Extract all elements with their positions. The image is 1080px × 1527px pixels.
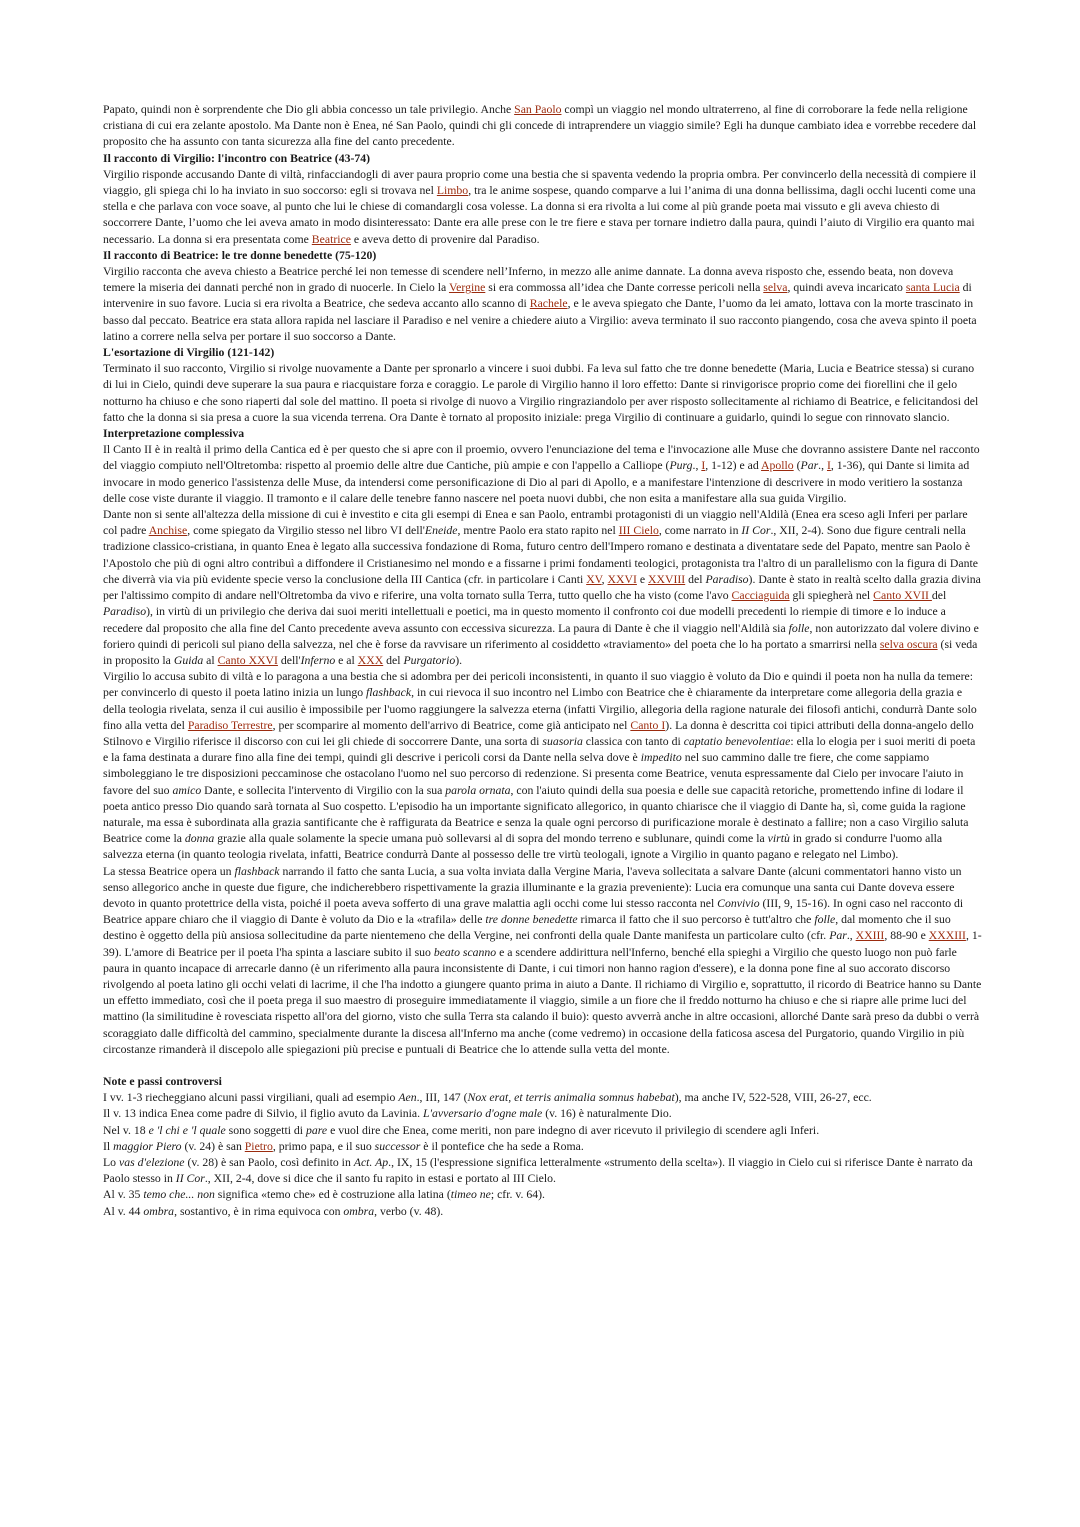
document-page — [103, 102, 983, 1220]
text-run: , 88-90 e — [884, 929, 929, 943]
text-run: I vv. 1-3 riecheggiano alcuni passi virgiliani, quali ad esempio — [103, 1091, 399, 1105]
paragraph — [103, 864, 983, 1058]
cross-reference-link[interactable]: selva — [763, 281, 788, 295]
text-run: e aveva detto di provenire dal Paradiso. — [350, 232, 540, 246]
paragraph — [103, 102, 983, 151]
text-run: (v. 24) è san — [181, 1139, 245, 1153]
text-run: Virgilio racconta che aveva chiesto a Beatrice perché lei non temesse di scendere nell’Inferno, in mezzo alle anime dannate. La donna aveva risposto che, essendo beata, non doveva temere la miseria dei dannati perché non in grado di nuocerle. In Cielo la — [103, 265, 954, 295]
paragraph — [103, 507, 983, 669]
text-run: , e le aveva spiegato che Dante, l’uomo da lei amato, lottava con la morte trascinato in basso dal peccato. Beatrice era stata allora rapida nel lasciare il Paradiso e nel venire a chiedere aiuto a Virgilio: aveva terminato il suo racconto piangendo, cosa che aveva spinto il poeta latino a correre nella selva per portare il suo soccorso a Dante. — [103, 297, 977, 343]
text-run: , 1-39). L'amore di Beatrice per il poeta l'ha spinta a lasciare subito il suo — [103, 929, 982, 959]
text-run: Il v. 13 indica Enea come padre di Silvio, il figlio avuto da Lavinia. — [103, 1107, 423, 1121]
text-run: ; cfr. v. 64). — [490, 1188, 545, 1202]
text-run: classica con tanto di — [582, 734, 684, 748]
italic-text: donna — [184, 832, 215, 846]
text-run: , in cui rievoca il suo incontro nel Limbo con Beatrice che è chiaramente da interpretare come allegoria della grazia e della teologia rivelata, senza il cui ausilio è impossibile per l'uomo raggiungere la salvezza eterna (infatti Virgilio, allegoria della ragione naturale dei filosofi antichi, condurrà Dante solo fino alla vetta del — [103, 686, 977, 732]
text-run: , come narrato in — [658, 524, 742, 538]
italic-text: e 'l chi e 'l quale — [148, 1123, 226, 1137]
cross-reference-link[interactable]: San Paolo — [514, 103, 562, 116]
italic-text: Purgatorio — [403, 653, 456, 667]
italic-text: virtù — [767, 832, 790, 846]
text-run: ., — [692, 459, 702, 473]
paragraph — [103, 264, 983, 345]
text-run: ., — [846, 929, 856, 943]
text-run: La stessa Beatrice opera un — [103, 864, 235, 878]
text-run: gli spiegherà nel — [789, 589, 874, 603]
text-run: , dal momento che il suo destino è oggetto della più ansiosa sollecitudine da parte nientemeno che della Vergine, nei confronti della quale Dante manifesta un particolare culto (cfr. — [103, 913, 951, 943]
italic-text: Inferno — [300, 653, 336, 667]
italic-text: flashback — [366, 686, 412, 700]
paragraph — [103, 167, 983, 248]
text-run: , non autorizzato dal volere divino e foriero quindi di pericoli sul piano della salvezza, nel che è forse da ravvisare un riferimento al cosiddetto «traviamento» del poeta che lo ha portato a smarrirsi nella — [103, 621, 979, 651]
text-run: Nel v. 18 — [103, 1123, 149, 1137]
text-run: Papato, quindi non è sorprendente che Dio gli abbia concesso un tale privilegio. Anche — [103, 103, 515, 116]
text-run: ., XII, 2-4). Sono due figure centrali nella tradizione classico-cristiana, in quanto Enea è legato alla successiva fondazione di Roma, futuro centro dell'Impero romano e destinata a diventatare sede del Papato, mentre san Paolo è l'Apostolo che più di ogni altro contribuì a diffondere il Cristianesimo nel mondo e a fissarne i primi fondamenti teologici, protagonista tra l'altro di un parallelismo con la figura di Dante che diverrà via via più evidente specie verso la conclusione della III Cantica (cfr. in particolare i Canti — [103, 524, 978, 586]
cross-reference-link[interactable]: Canto I — [630, 718, 666, 732]
section-heading: Note e passi controversi — [103, 1074, 222, 1088]
paragraph — [103, 669, 983, 863]
paragraph — [103, 1139, 983, 1155]
text-run: e — [636, 572, 648, 586]
cross-reference-link[interactable]: XXX — [357, 653, 384, 667]
italic-text: Aen — [398, 1091, 417, 1105]
text-run: , primo papa, e il suo — [272, 1139, 375, 1153]
italic-text: folle — [814, 913, 836, 927]
text-run: in grado si condurre l'uomo alla salvezza eterna (in quanto teologia rivelata, infatti, Beatrice condurrà Dante al possesso delle tre virtù teologali, ignote a Virgilio in quanto pagano e relegato nel Limbo). — [103, 832, 943, 862]
text-run: ), ma anche IV, 522-528, VIII, 26-27, ecc. — [674, 1091, 872, 1105]
text-run: ), in virtù di un privilegio che deriva dai suoi meriti intellettuali e poetici, ma in questo momento il confronto coi due modelli precedenti lo riempie di timore e lo induce a recedere dal proposito che alla fine del Canto precedente aveva assunto con eccessiva sicurezza. La paura di Dante è che il viaggio nell'Aldilà sia — [103, 605, 946, 635]
italic-text: pare — [306, 1123, 328, 1137]
text-run: , verbo (v. 48). — [374, 1204, 444, 1218]
text-run: del — [383, 653, 404, 667]
section-heading: Il racconto di Virgilio: l'incontro con Beatrice (43-74) — [103, 151, 371, 165]
text-run: e vuol dire che Enea, come meriti, non pare indegno di aver ricevuto il privilegio di scendere agli Inferi. — [327, 1123, 820, 1137]
italic-text: ombra — [343, 1204, 375, 1218]
text-run: è il pontefice che ha sede a Roma. — [420, 1139, 584, 1153]
cross-reference-link[interactable]: selva oscura — [879, 637, 938, 651]
text-run: , per scomparire al momento dell'arrivo di Beatrice, come già anticipato nel — [272, 718, 631, 732]
cross-reference-link[interactable]: XV — [586, 572, 602, 586]
text-run: Lo — [103, 1156, 119, 1169]
paragraph — [103, 1187, 983, 1203]
section-heading: Il racconto di Beatrice: le tre donne benedette (75-120) — [103, 248, 377, 262]
cross-reference-link[interactable]: Canto XVII — [873, 589, 932, 603]
cross-reference-link[interactable]: Rachele — [529, 297, 568, 311]
cross-reference-link[interactable]: XXVIII — [648, 572, 686, 586]
cross-reference-link[interactable]: Limbo — [436, 184, 469, 198]
text-run: , — [601, 572, 608, 586]
text-run: Virgilio lo accusa subito di viltà e lo paragona a una bestia che si adombra per dei pericoli inconsistenti, in quanto il suo viaggio è voluto da Dio e quindi il poeta non ha nulla da temere: per convincerlo di questo il poeta latino inizia un lungo — [103, 670, 973, 700]
text-run: narrando il fatto che santa Lucia, a sua volta inviata dalla Vergine Maria, l'aveva sollecitata a salvare Dante (alcuni commentatori hanno visto un senso allegorico anche in queste due figure, che indicherebbero rispettivamente la grazia illuminante e la grazia preveniente): Lucia era comunque una santa cui Dante doveva essere devoto in quanto protettrice della vista, poiché il poeta aveva sofferto di una grave malattia agli occhi come lui stesso racconta nel — [103, 864, 962, 910]
text-run: Il Canto II è in realtà il primo della Cantica ed è per questo che si apre con il proemio, ovvero l'enunciazione del tema e l'invocazione alle Muse che dovranno assistere Dante nel racconto del viaggio compiuto nell'Oltretomba: rispetto al proemio delle altre due Cantiche, più ampie e con l'appello a Calliope ( — [103, 443, 980, 473]
italic-text: Nox erat, et terris animalia somnus habebat — [467, 1091, 675, 1105]
cross-reference-link[interactable]: I — [701, 459, 706, 473]
italic-text: Par — [829, 929, 847, 943]
text-run: ., XII, 2-4, dove si dice che il santo fu rapito in estasi e portato al III Cielo. — [204, 1172, 556, 1186]
text-run: , 1-12) e ad — [705, 459, 762, 473]
text-run: : ella lo elogia per i suoi meriti di poeta e la fama destinata a durare fino alla fine dei tempi, quindi gli descrive i pericoli corsi da Dante nella selva dove è — [103, 734, 976, 765]
italic-text: amico — [172, 783, 202, 797]
cross-reference-link[interactable]: Canto XXVI — [217, 653, 278, 667]
italic-text: folle — [788, 621, 810, 635]
italic-text: Convivio — [717, 896, 760, 910]
cross-reference-link[interactable]: Paradiso Terrestre — [187, 718, 273, 732]
cross-reference-link[interactable]: santa Lucia — [905, 281, 960, 295]
text-run: e al — [335, 653, 358, 667]
text-run: , con l'aiuto quindi della sua poesia e delle sue capacità retoriche, promettendo infine di lodare il poeta antico presso Dio quando sarà tornata al Suo cospetto. L'episodio ha un importante significato allegorico, in quanto chiarisce che il viaggio di Dante ha, sì, come guida la ragione naturale, ma essa è subordinata alla grazia santificante che è raffigurata da Beatrice e senza la quale ogni percorso di purificazione morale è destinato a fallire; non a caso Virgilio saluta Beatrice come la — [103, 783, 969, 846]
text-run: rimarca il fatto che il suo percorso è tutt'altro che — [577, 913, 815, 927]
text-run: ( — [793, 459, 801, 473]
italic-text: timeo ne — [450, 1188, 491, 1202]
cross-reference-link[interactable]: XXIII — [855, 929, 885, 943]
text-run: si era commossa all’idea che Dante corresse pericoli nella — [485, 281, 764, 295]
text-run: (si veda in proposito la — [103, 637, 978, 667]
italic-text: captatio benevolentiae — [683, 734, 791, 748]
text-run: Dante non si sente all'altezza della missione di cui è investito e cita gli esempi di Enea e san Paolo, entrambi protagonisti di un viaggio nell'Aldilà (Enea era sceso agli Inferi per parlare col padre — [103, 508, 968, 538]
text-run: , tra le anime sospese, quando comparve a lui l’anima di una donna bellissima, dagli occhi lucenti come una stella e che parlava con voce soave, al punto che lui le chiese di comandargli cosa volesse. La donna si era rivolta a lui come al più grande poeta mai vissuto e gli aveva chiesto di soccorrere Dante, l’uomo che lei aveva amato in modo disinteressato: Dante era alle prese con le tre fiere e stava per tornare indietro dalla paura, quindi l’aiuto di Virgilio era quanto mai necessario. La donna si era presentata come — [103, 184, 976, 246]
cross-reference-link[interactable]: Apollo — [761, 459, 794, 473]
text-run: (v. 28) è san Paolo, così definito in — [184, 1156, 354, 1169]
text-run: ). La donna è descritta coi tipici attributi della donna-angelo dello Stilnovo e Virgilio riferisce il discorso con cui lei gli chiede di soccorrere Dante, una sorta di — [103, 718, 974, 748]
paragraph — [103, 1155, 983, 1187]
paragraph — [103, 1204, 983, 1220]
text-run: del — [685, 572, 706, 586]
italic-text: beato scanno — [433, 945, 497, 959]
italic-text: temo che... non — [143, 1188, 215, 1202]
text-run: Il — [103, 1139, 114, 1153]
cross-reference-link[interactable]: Beatrice — [311, 232, 351, 246]
text-run: nel suo cammino dalle tre fiere, che come sappiamo simboleggiano le tre disposizioni peccaminose che ostacolano l'uomo nel suo percorso di redenzione. Si presenta come Beatrice, venuta espressamente dal Cielo per invocare l'aiuto in favore del suo — [103, 751, 964, 797]
paragraph — [103, 1106, 983, 1122]
paragraph — [103, 1123, 983, 1139]
text-run: Dante, e sollecita l'intervento di Virgilio con la sua — [201, 783, 446, 797]
cross-reference-link[interactable]: III Cielo — [618, 524, 659, 538]
italic-text: Purg — [669, 459, 693, 473]
text-run: ., III, 147 ( — [416, 1091, 468, 1105]
italic-text: Guida — [173, 653, 204, 667]
italic-text: vas d'elezione — [119, 1156, 185, 1169]
italic-text: II Cor — [175, 1172, 205, 1186]
cross-reference-link[interactable]: Pietro — [244, 1139, 273, 1153]
text-run: , mentre Paolo era stato rapito nel — [457, 524, 619, 538]
italic-text: impedito — [640, 751, 682, 765]
cross-reference-link[interactable]: XXXIII — [928, 929, 966, 943]
italic-text: maggior Piero — [113, 1139, 182, 1153]
text-run: , sostantivo, è in rima equivoca con — [174, 1204, 344, 1218]
text-run: ., IX, 15 (l'espressione significa letteralmente «strumento della scelta»). Il viaggio in Cielo cui si riferisce Dante è narrato da Paolo stesso in — [103, 1156, 973, 1186]
section-heading: L'esortazione di Virgilio (121-142) — [103, 346, 275, 360]
italic-text: L'avversario d'ogne male — [423, 1107, 543, 1121]
italic-text: suasoria — [542, 734, 583, 748]
text-run: Terminato il suo racconto, Virgilio si rivolge nuovamente a Dante per spronarlo a vincere i suoi dubbi. Fa leva sul fatto che tre donne benedette (Maria, Lucia e Beatrice stessa) si curano di lui in Cielo, quindi deve superare la sua paura e riacquistare forza e coraggio. Le parole di Virgilio hanno il loro effetto: Dante si rinvigorisce proprio come dei fiorellini che il gelo notturno ha chiuso e che sono riaperti dal sole del mattino. Il poeta si rivolge di nuovo a Virgilio ringraziandolo per aver risposto sollecitamente al richiamo di Beatrice, e felicitandosi del fatto che la donna si sia presa a cuore la sua vicenda terrena. Ora Dante è tornato al proposito iniziale: prega Virgilio di continuare a guidarlo, quindi lo segue con rinnovato slancio. — [103, 362, 979, 424]
cross-reference-link[interactable]: XXVI — [607, 572, 637, 586]
text-run: Al v. 44 — [103, 1204, 144, 1218]
section-heading: Interpretazione complessiva — [103, 427, 245, 441]
italic-text: Par — [800, 459, 819, 473]
text-run: e a scendere addirittura nell'Inferno, benché ella spieghi a Virgilio che questo luogo non può farle paura in quanto incapace di arrecarle danno (è un riferimento alla paura inconsistente di Dante, i cui timori non hanno ragion d'essere), e la donna pone fine al suo accorato discorso rivolgendo al poeta latino gli occhi velati di lacrime, il che l'ha indotto a giungere quanto prima in aiuto a Dante. Il richiamo di Virgilio e, soprattutto, il ricordo di Beatrice hanno su Dante un effetto immediato, così che il poeta prega il suo maestro di proseguire immediatamente il viaggio, simile a un fiore che il freddo notturno ha chiuso e che si riapre alle prime luci del mattino (la similitudine è rovesciata rispetto all'ora del giorno, visto che sulla Terra sta calando il buio): questo avverrà anche in altre occasioni, allorché Dante sarà preso da dubbi o verrà scoraggiato dalle difficoltà del cammino, specialmente durante la discesa all'Inferno ma anche (come vedremo) in occasione della faticosa ascesa del Purgatorio, quando Virgilio in più circostanze rimanderà il discepolo alle spiegazioni più precise e puntuali di Beatrice che lo attende sulla vetta del monte. — [103, 945, 982, 1056]
cross-reference-link[interactable]: I — [826, 459, 831, 473]
text-run: del — [931, 589, 947, 603]
text-run: dell' — [277, 653, 301, 667]
text-run: , 1-36), qui Dante si limita ad invocare in modo generico l'assistenza delle Muse, da intendersi come personificazione di Dio al pari di Apollo, e a manifestare l'intenzione di descrivere in modo veritiero la sostanza delle cose viste durante il viaggio. Il tramonto e il calare delle tenebre fanno nascere nel poeta nuovi dubbi, che non esita a manifestare alla sua guida Virgilio. — [103, 459, 970, 505]
section-gap — [103, 1058, 983, 1074]
cross-reference-link[interactable]: Cacciaguida — [731, 589, 790, 603]
text-run: , quindi aveva incaricato — [787, 281, 906, 295]
italic-text: Paradiso — [705, 572, 749, 586]
cross-reference-link[interactable]: Vergine — [448, 281, 486, 295]
text-run: ). — [455, 653, 463, 667]
paragraph — [103, 1090, 983, 1106]
text-run: significa «temo che» ed è costruzione alla latina ( — [214, 1188, 451, 1202]
text-run: Al v. 35 — [103, 1188, 144, 1202]
text-run: compì un viaggio nel mondo ultraterreno, al fine di corroborare la fede nella religione cristiana di cui era zelante apostolo. Ma Dante non è Enea, né San Paolo, quindi chi gli concede di intraprendere un viaggio simile? Egli ha dunque cambiato idea e vorrebbe recedere dal proposito che ha assunto con tanta sicurezza alla fine del canto precedente. — [103, 103, 977, 149]
text-run: sono soggetti di — [225, 1123, 307, 1137]
text-run: al — [203, 653, 218, 667]
italic-text: Act. Ap — [353, 1156, 389, 1169]
italic-text: Eneide — [424, 524, 458, 538]
text-run: ). Dante è stato in realtà scelto dalla grazia divina per l'altissimo compito di andare nell'Oltretomba da vivo e riferire, una volta tornato sulla Terra, tutto quello che ha visto (come l'avo — [103, 572, 981, 603]
italic-text: successor — [374, 1139, 421, 1153]
text-run: di intervenire in suo favore. Lucia si era rivolta a Beatrice, che sedeva accanto allo scanno di — [103, 281, 972, 311]
cross-reference-link[interactable]: Anchise — [148, 524, 188, 538]
paragraph — [103, 442, 983, 507]
italic-text: II Cor — [741, 524, 771, 538]
text-run: (III, 9, 15-16). In ogni caso nel racconto di Beatrice appare chiaro che il viaggio di Dante è voluto da Dio e la «trafila» delle — [103, 896, 964, 927]
text-run: (v. 16) è naturalmente Dio. — [542, 1107, 672, 1121]
text-run: , come spiegato da Virgilio stesso nel libro VI dell' — [187, 524, 425, 538]
italic-text: Paradiso — [103, 605, 147, 619]
text-run: grazie alla quale solamente la specie umana può sollevarsi al di sopra del mondo terreno e sublunare, quindi come la — [214, 832, 768, 846]
text-run: Virgilio risponde accusando Dante di viltà, rinfacciandogli di aver paura proprio come una bestia che si spaventa vedendo la propria ombra. Per convincerlo della necessità di compiere il viaggio, gli spiega chi lo ha inviato in suo soccorso: egli si trovava nel — [103, 167, 977, 198]
text-run: ., — [818, 459, 827, 473]
italic-text: ombra — [143, 1204, 175, 1218]
italic-text: tre donne benedette — [485, 913, 578, 927]
paragraph — [103, 361, 983, 426]
italic-text: flashback — [234, 864, 280, 878]
italic-text: parola ornata — [445, 783, 511, 797]
